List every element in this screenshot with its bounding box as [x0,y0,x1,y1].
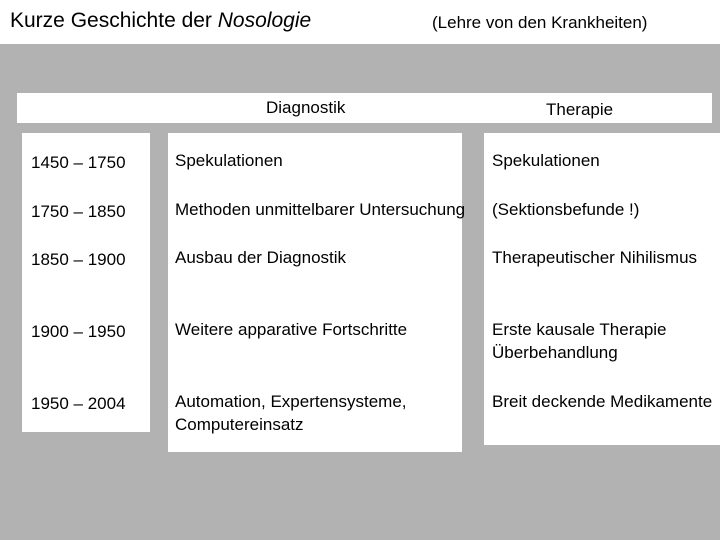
therapie-cell: (Sektionsbefunde !) [492,200,640,219]
diagnostik-cell-line-1: Automation, Expertensysteme, [175,392,407,411]
slide-title [10,9,311,33]
title-text: Kurze Geschichte der [10,9,218,32]
therapie-cell-line-2: Überbehandlung [492,343,618,362]
column-header-diagnostik: Diagnostik [266,98,346,117]
diagnostik-cell: Ausbau der Diagnostik [175,248,347,267]
diagnostik-cell-line-2: Computereinsatz [175,415,304,434]
period-label: 1950 – 2004 [31,394,126,413]
period-label: 1900 – 1950 [31,322,126,341]
column-header-therapie: Therapie [546,100,614,119]
slide-subtitle: (Lehre von den Krankheiten) [432,13,648,32]
therapie-cell-line-1: Erste kausale Therapie [492,320,667,339]
therapie-cell: Spekulationen [492,151,600,170]
title-italic-text: Nosologie [217,9,312,32]
diagnostik-cell: Weitere apparative Fortschritte [175,320,408,339]
diagnostik-cell: Methoden unmittelbarer Untersuchung [175,200,466,219]
slide-header [0,0,720,44]
period-label: 1750 – 1850 [31,202,126,221]
period-label: 1850 – 1900 [31,250,126,269]
therapie-cell: Breit deckende Medikamente [492,392,713,411]
period-label: 1450 – 1750 [31,153,126,172]
diagnostik-cell: Spekulationen [175,151,283,170]
therapie-cell: Therapeutischer Nihilismus [492,248,698,267]
